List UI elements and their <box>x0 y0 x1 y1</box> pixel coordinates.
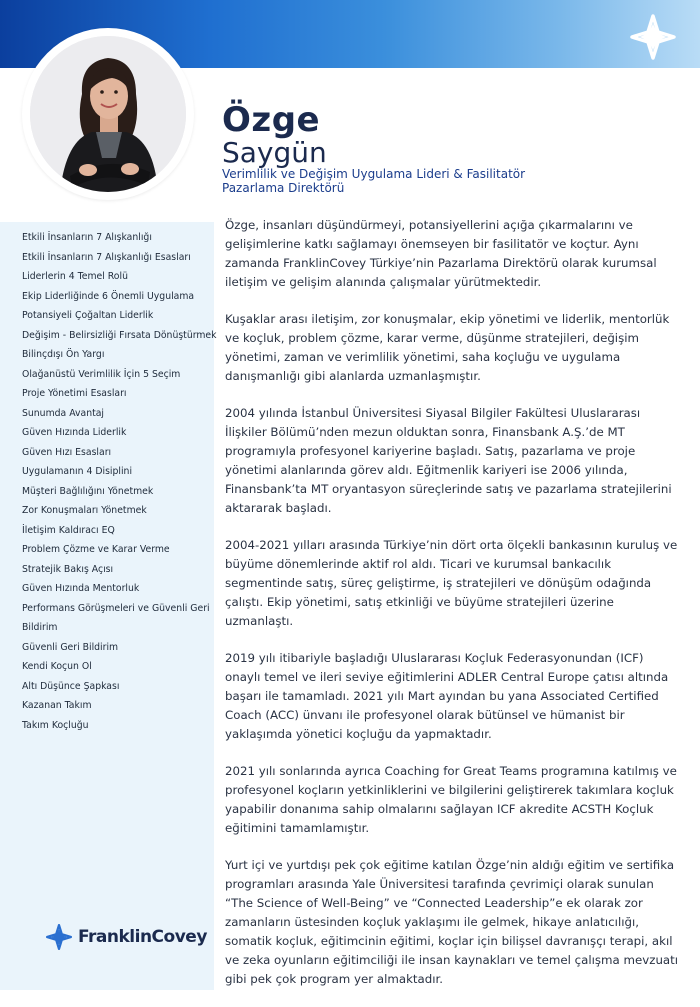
topic-item: Sunumda Avantaj <box>22 407 105 419</box>
topic-item: Güven Hızında Liderlik <box>22 427 127 438</box>
topic-item: Problem Çözme ve Karar Verme <box>22 544 170 555</box>
training-topics-list <box>22 228 217 735</box>
topic-item: Altı Düşünce Şapkası <box>22 680 120 692</box>
topic-item: Güven Hızı Esasları <box>22 446 112 458</box>
first-name: Özge <box>222 100 321 140</box>
bio-paragraph: 2021 yılı sonlarında ayrıca Coaching for Great Teams programına katılmış ve profesyonel koçların yetkinliklerini ve bilgilerini geliştirerek takımlara koçluk yapabilir donanıma sahip olmalarını sağlayan ICF akredite ACSTH Koçluk eğitimini tamamlamıştır. <box>225 764 677 835</box>
topic-item: Etkili İnsanların 7 Alışkanlığı Esasları <box>22 251 191 263</box>
role-titles <box>222 167 662 195</box>
topic-item: Müşteri Bağlılığını Yönetmek <box>22 485 154 497</box>
bio-paragraph: Özge, insanları düşündürmeyi, potansiyellerini açığa çıkarmalarını ve gelişimlerine katkı sağlamayı önemseyen bir fasilitatör ve koçtur. Aynı zamanda FranklinCovey Türkiye’nin Pazarlama Direktörü olarak kurumsal iletişim ve gelişim alanında çalışmalar yürütmektedir. <box>225 218 657 289</box>
topic-item: Proje Yönetimi Esasları <box>22 388 127 399</box>
topic-item: Ekip Liderliğinde 6 Önemli Uygulama <box>22 290 195 302</box>
franklincovey-logo <box>46 924 207 950</box>
topic-item: Olağanüstü Verimlilik İçin 5 Seçim <box>22 368 181 380</box>
franklincovey-star-icon <box>630 14 676 60</box>
portrait-photo <box>30 36 186 192</box>
topic-item: Takım Koçluğu <box>22 719 89 731</box>
topic-item: Uygulamanın 4 Disiplini <box>22 466 133 477</box>
topic-item: Güvenli Geri Bildirim <box>22 641 119 653</box>
role-title-primary: Verimlilik ve Değişim Uygulama Lideri & Fasilitatör <box>222 167 526 181</box>
bio-paragraph: Yurt içi ve yurtdışı pek çok eğitime katılan Özge’nin aldığı eğitim ve sertifika programları arasında Yale Üniversitesi tarafında çevrimiçi olarak sunulan “The Science of Well-Being” ve “Connected Leadership”e ek olarak zor zamanların üstesinden koçluk yaklaşımı ile gelmek, hikaye anlatıcılığı, somatik koçluk, eğitimcinin eğitimi, koçlar için bilişsel davranışçı terapi, akıl ve zeka oyunların eğitimciliği ile insan kaynakları ve temel çalışma mevzuatı gibi pek çok program yer almaktadır. <box>225 858 679 986</box>
topic-item: Zor Konuşmaları Yönetmek <box>22 505 147 516</box>
topic-item: Kendi Koçun Ol <box>22 661 92 672</box>
franklincovey-star-icon <box>46 924 72 950</box>
topic-item: Bilinçdışı Ön Yargı <box>22 349 105 360</box>
topic-item: Performans Görüşmeleri ve Güvenli Geri Bildirim <box>22 602 210 633</box>
topic-item: Liderlerin 4 Temel Rolü <box>22 271 128 282</box>
topic-item: Güven Hızında Mentorluk <box>22 583 140 594</box>
bio-paragraph: 2004-2021 yılları arasında Türkiye’nin dört orta ölçekli bankasının kuruluş ve büyüme dönemlerinde aktif rol aldı. Ticari ve kurumsal bankacılık segmentinde satış, süreç geliştirme, iş stratejileri ve dönüşüm odağında çalıştı. Ekip yönetimi, satış etkinliği ve büyüme stratejileri üzerine uzmanlaştı. <box>225 538 678 628</box>
topic-item: İletişim Kaldıracı EQ <box>22 524 115 536</box>
topic-item: Kazanan Takım <box>22 700 92 711</box>
topic-item: Stratejik Bakış Açısı <box>22 563 114 575</box>
topic-item: Etkili İnsanların 7 Alışkanlığı <box>22 232 152 243</box>
role-title-secondary: Pazarlama Direktörü <box>222 181 345 195</box>
bio-paragraph: 2019 yılı itibariyle başladığı Uluslararası Koçluk Federasyonundan (ICF) onaylı temel ve ileri seviye eğitimlerini ADLER Central Europe çatısı altında başarı ile tamamladı. 2021 yılı Mart ayından bu yana Associated Certified Coach (ACC) ünvanı ile profesyonel olarak bütünsel ve hümanist bir yaklaşımda yönetici koçluğu da yapmaktadır. <box>225 651 669 741</box>
biography <box>225 216 680 1007</box>
topic-item: Değişim - Belirsizliği Fırsata Dönüştürmek <box>22 329 217 341</box>
last-name: Saygün <box>222 136 327 169</box>
topic-item: Potansiyeli Çoğaltan Liderlik <box>22 310 154 321</box>
bio-paragraph: Kuşaklar arası iletişim, zor konuşmalar, ekip yönetimi ve liderlik, mentorlük ve koçluk, problem çözme, karar verme, düşünme stratejileri, değişim yönetimi, zaman ve verimlilik yönetimi, saha koçluğu ve uygulama danışmanlığı gibi alanlarda uzmanlaşmıştır. <box>225 312 670 383</box>
bio-paragraph: 2004 yılında İstanbul Üniversitesi Siyasal Bilgiler Fakültesi Uluslararası İlişkiler Bölümü’nden mezun olduktan sonra, Finansbank A.Ş.’de MT programıyla profesyonel kariyerine başladı. Satış, pazarlama ve proje yönetimi alanlarında görev aldı. Eğitmenlik kariyeri ise 2006 yılında, Finansbank’ta MT oryantasyon süreçlerinde satış ve pazarlama stratejilerini aktararak başladı. <box>225 406 672 515</box>
logo-wordmark: FranklinCovey <box>78 927 207 947</box>
